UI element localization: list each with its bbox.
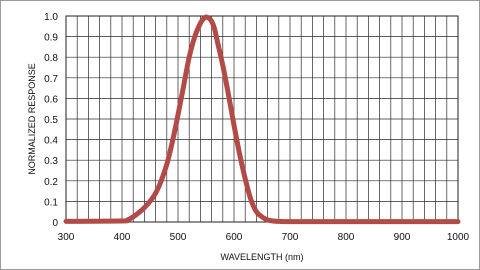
x-tick-labels — [58, 232, 470, 243]
x-tick-label: 300 — [57, 232, 75, 243]
y-tick-label: 0.6 — [44, 94, 58, 106]
y-tick-label: 0.3 — [44, 156, 58, 168]
y-tick-label: 0.7 — [44, 73, 58, 85]
y-tick-labels — [44, 12, 58, 229]
y-tick-label: 1.0 — [44, 12, 58, 23]
x-tick-label: 600 — [225, 232, 243, 243]
x-tick-label: 500 — [169, 232, 187, 243]
x-tick-label: 900 — [393, 232, 411, 243]
y-tick-label: 0.4 — [44, 135, 58, 147]
horizontal-gridlines — [66, 37, 458, 202]
y-tick-label: 0.8 — [44, 53, 58, 65]
y-tick-label: 0 — [52, 218, 58, 229]
y-tick-label: 0.9 — [44, 32, 58, 44]
x-tick-label: 400 — [113, 232, 131, 243]
y-axis-label: NORMALIZED RESPONSE — [27, 63, 37, 175]
x-tick-label: 700 — [281, 232, 299, 243]
x-tick-label: 1000 — [446, 232, 470, 243]
x-axis-label: WAVELENGTH (nm) — [220, 252, 304, 262]
x-tick-label: 800 — [337, 232, 355, 243]
y-tick-label: 0.2 — [44, 176, 58, 188]
y-tick-label: 0.1 — [44, 197, 58, 209]
y-tick-label: 0.5 — [44, 115, 58, 126]
